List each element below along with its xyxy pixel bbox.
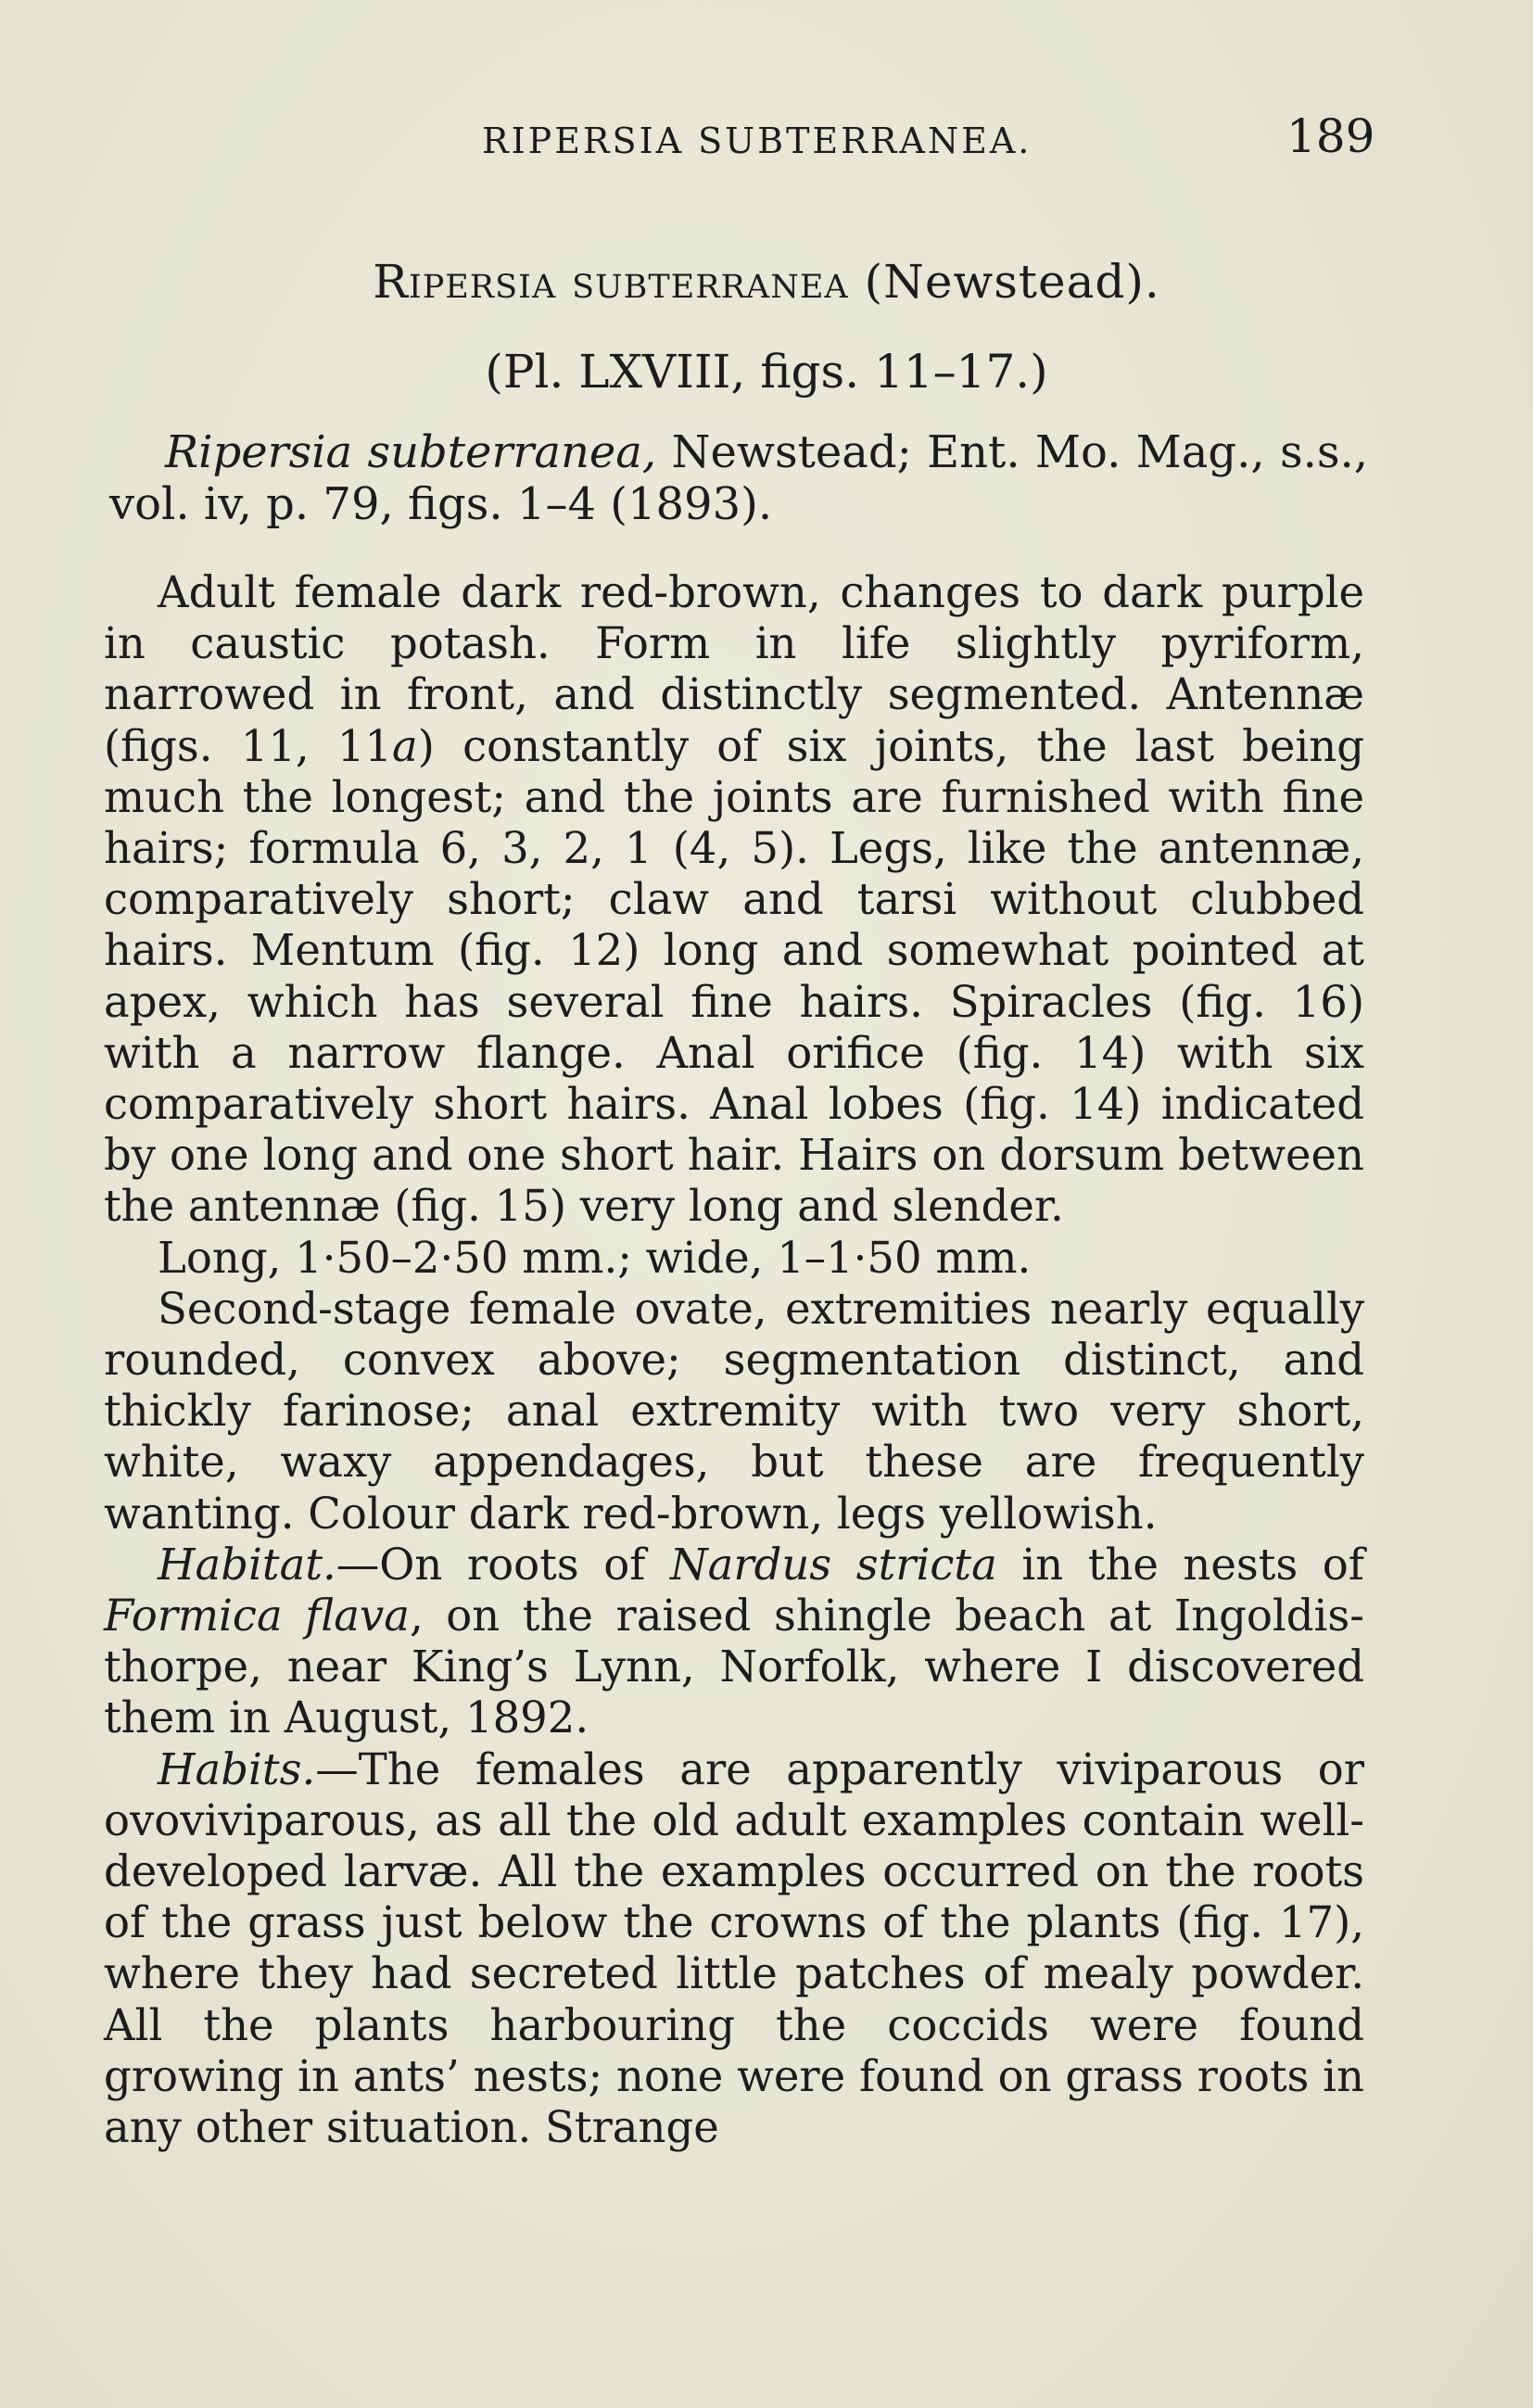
- adult-female-text: Adult female dark red-brown, changes to dark purple in caustic potash. Form in life slightly pyriform, narrowed in front, and distinctly segmented. Antennæ (figs. 11, 11: [104, 567, 1364, 771]
- running-head: [0, 109, 1533, 174]
- habitat-text-1: —On roots of: [336, 1539, 670, 1590]
- habitat-text-3: , on the raised shingle beach at Ingoldisthorpe, near King’s Lynn, Norfolk, where I discovered them in August, 1892.: [104, 1591, 1364, 1743]
- synonymy: [109, 426, 1368, 530]
- heading-genus: Ripersia: [373, 255, 557, 309]
- paragraph-adult-female: [104, 567, 1364, 1233]
- body-text: [104, 567, 1364, 2153]
- plate-reference: (Pl. LXVIII, figs. 11–17.): [485, 345, 1048, 399]
- heading-species: subterranea: [572, 255, 849, 309]
- heading-author: (Newstead).: [864, 255, 1160, 309]
- synonymy-name: Ripersia subterranea,: [165, 426, 657, 478]
- habits-text: —The females are apparently viviparous or ovoviviparous, as all the old adult examples contain well-developed larvæ. All the examples occurred on the roots of the grass just below the crowns of the plants (fig. 17), where they had secreted little patches of mealy powder. All the plants harbouring the coccids were found growing in ants’ nests; none were found on grass roots in any other situation. Strange: [104, 1743, 1364, 2153]
- habits-label: Habits.: [158, 1743, 316, 1794]
- synonymy-line: [109, 426, 1368, 530]
- paragraph-second-stage: Second-stage female ovate, extremities nearly equally rounded, convex above; segmentation distinct, and thickly farinose; anal extremity with two very short, white, waxy appendages, but these are frequently wanting. Colour dark red-brown, legs yellowish.: [104, 1283, 1364, 1539]
- paragraph-habitat: [104, 1540, 1364, 1744]
- figure-letter: a: [392, 720, 418, 771]
- adult-female-text-cont: ) constantly of six joints, the last being much the longest; and the joints are furnished with fine hairs; formula 6, 3, 2, 1 (4, 5). Legs, like the antennæ, comparatively short; claw and tarsi without clubbed hairs. Mentum (fig. 12) long and somewhat pointed at apex, which has several fine hairs. Spiracles (fig. 16) with a narrow flange. Anal orifice (fig. 14) with six comparatively short hairs. Anal lobes (fig. 14) indicated by one long and one short hair. Hairs on dorsum between the antennæ (fig. 15) very long and slender.: [104, 720, 1365, 1232]
- habitat-label: Habitat.: [158, 1539, 336, 1590]
- species-heading: [0, 255, 1533, 309]
- habitat-plant: Nardus stricta: [669, 1539, 997, 1590]
- habitat-ant: Formica flava: [104, 1591, 410, 1641]
- page-number: 189: [1286, 109, 1375, 163]
- paragraph-measurements: Long, 1·50–2·50 mm.; wide, 1–1·50 mm.: [158, 1232, 1032, 1283]
- running-title: RIPERSIA SUBTERRANEA.: [482, 120, 1033, 161]
- habitat-text-2: in the nests of: [996, 1539, 1365, 1590]
- synonymy-citation: Newstead; Ent. Mo. Mag., s.s., vol. iv, p. 79, figs. 1–4 (1893).: [109, 426, 1368, 530]
- paragraph-habits: [104, 1744, 1364, 2154]
